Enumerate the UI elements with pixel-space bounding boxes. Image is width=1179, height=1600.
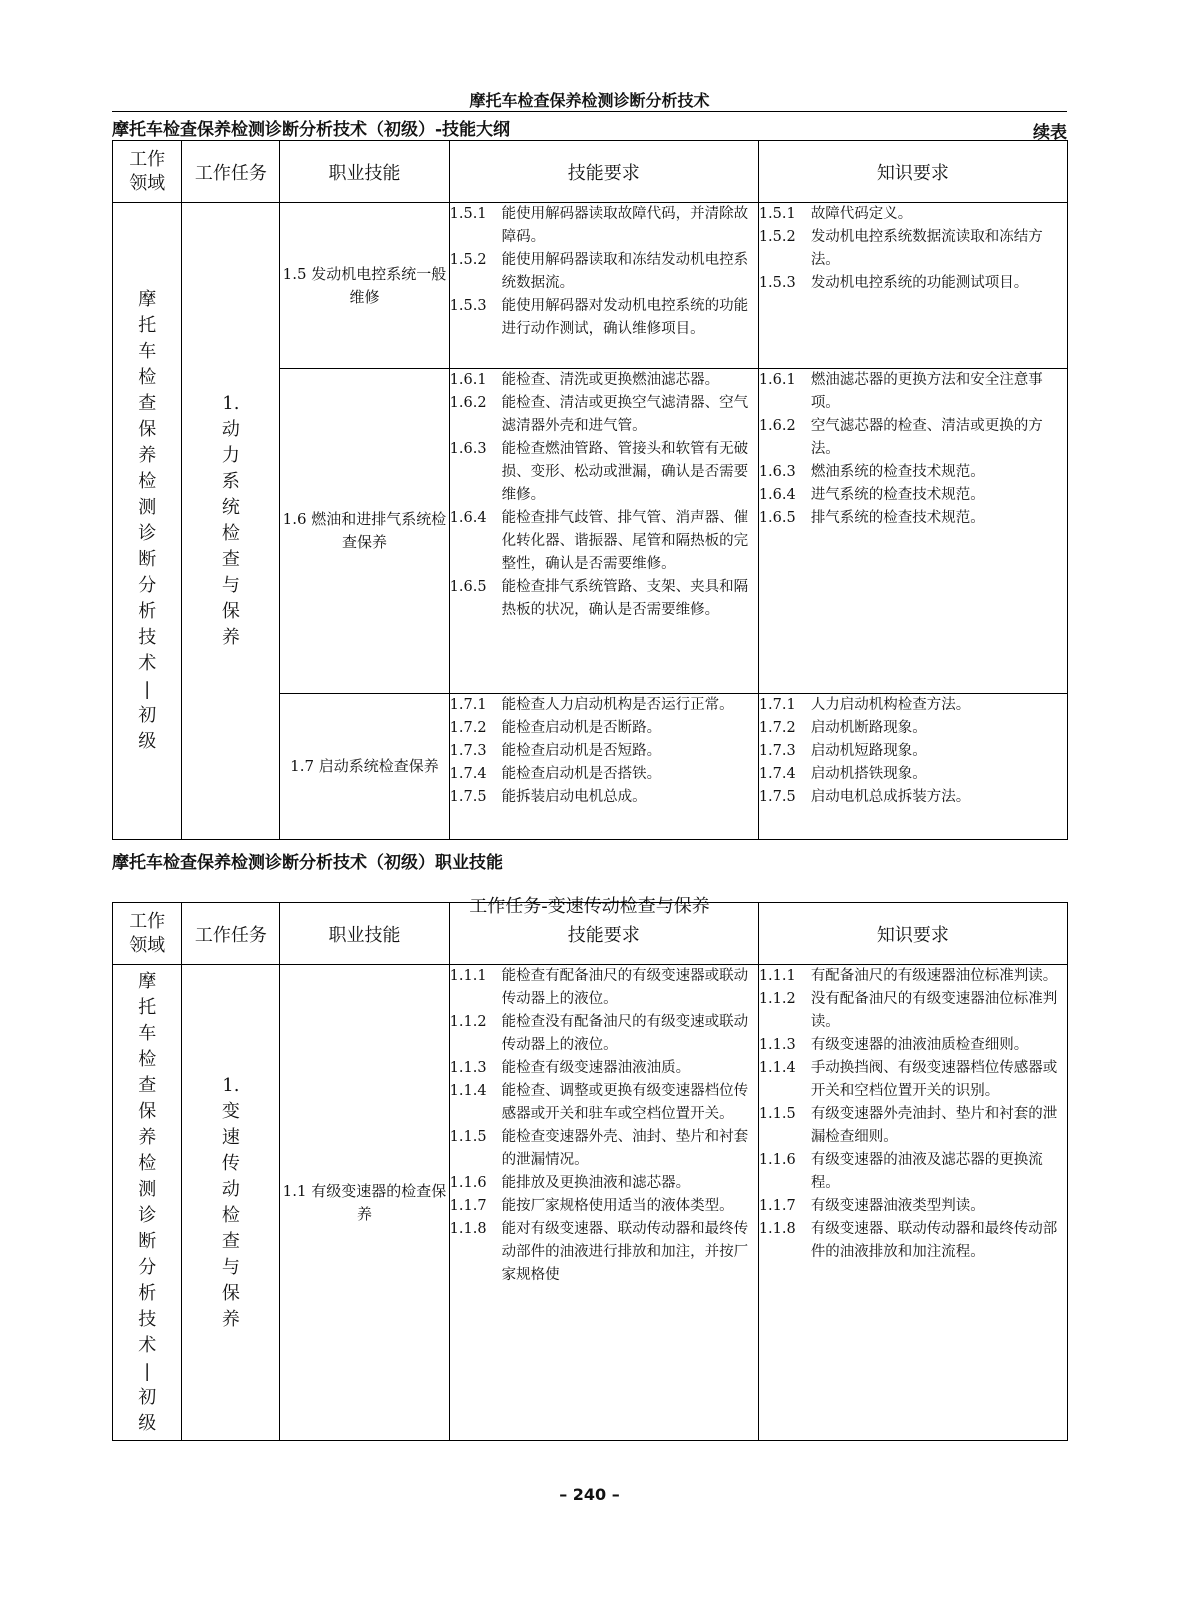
skill-cell: 1.1 有级变速器的检查保养 [280, 965, 449, 1441]
continued-label: 续表 [1033, 123, 1067, 143]
requirement-number: 1.7.3 [449, 743, 487, 759]
section1-title: 摩托车检查保养检测诊断分析技术（初级）-技能大纲 [112, 120, 511, 140]
requirement-item [450, 1080, 758, 1126]
requirement-item [450, 392, 758, 438]
page-number: – 240 – [559, 1485, 620, 1504]
requirement-text: 进气系统的检查技术规范。 [810, 487, 985, 503]
requirement-number: 1.7.1 [758, 697, 796, 713]
knowledge-req-cell [758, 369, 1067, 694]
requirement-number: 1.1.5 [758, 1106, 796, 1122]
requirement-text: 能使用解码器读取故障代码，并清除故障码。 [501, 206, 749, 245]
requirement-text: 能检查没有配备油尺的有级变速或联动传动器上的液位。 [501, 1014, 749, 1053]
requirement-number: 1.6.2 [449, 395, 487, 411]
requirement-text: 能检查有配备油尺的有级变速器或联动传动器上的液位。 [501, 968, 749, 1007]
requirement-item [759, 694, 1067, 717]
requirement-number: 1.7.4 [758, 766, 796, 782]
requirement-item [450, 717, 758, 740]
requirement-number: 1.1.3 [758, 1037, 796, 1053]
requirement-text: 启动机短路现象。 [810, 743, 927, 759]
requirement-text: 能检查排气系统管路、支架、夹具和隔热板的状况，确认是否需要维修。 [501, 579, 749, 618]
header-skill-req: 技能要求 [449, 141, 758, 203]
requirement-number: 1.1.2 [449, 1014, 487, 1030]
work-task-cell [182, 965, 280, 1441]
header-task: 工作任务 [182, 141, 280, 203]
requirement-text: 没有配备油尺的有级变速器油位标准判读。 [810, 991, 1058, 1030]
requirement-number: 1.7.2 [449, 720, 487, 736]
requirement-text: 启动机搭铁现象。 [810, 766, 927, 782]
requirement-item [759, 1195, 1067, 1218]
requirement-number: 1.5.2 [449, 252, 487, 268]
requirement-text: 能检查启动机是否短路。 [501, 743, 662, 759]
requirement-text: 有级变速器油液类型判读。 [810, 1198, 985, 1214]
requirement-number: 1.1.8 [449, 1221, 487, 1237]
work-task-text: 变 速 传 动 检 查 与 保 养 [221, 1100, 240, 1330]
running-head: 摩托车检查保养检测诊断分析技术 [469, 91, 710, 110]
requirement-item [450, 203, 758, 249]
knowledge-req-cell [758, 694, 1067, 840]
requirement-item [759, 786, 1067, 809]
requirement-item [759, 484, 1067, 507]
requirement-number: 1.1.2 [758, 991, 796, 1007]
skill-req-cell [449, 694, 758, 840]
requirement-text: 能检查启动机是否搭铁。 [501, 766, 662, 782]
requirement-text: 能检查变速器外壳、油封、垫片和衬套的泄漏情况。 [501, 1129, 749, 1168]
requirement-text: 能检查燃油管路、管接头和软管有无破损、变形、松动或泄漏，确认是否需要维修。 [501, 441, 749, 503]
requirement-number: 1.7.4 [449, 766, 487, 782]
requirement-item [450, 965, 758, 1011]
requirement-item [759, 988, 1067, 1034]
requirement-item [450, 295, 758, 341]
requirement-item [759, 461, 1067, 484]
knowledge-req-cell [758, 965, 1067, 1441]
requirement-number: 1.5.3 [449, 298, 487, 314]
work-domain-cell [113, 965, 182, 1441]
requirement-item [450, 1126, 758, 1172]
requirement-number: 1.1.1 [449, 968, 487, 984]
requirement-number: 1.6.3 [758, 464, 796, 480]
work-domain-cell [113, 203, 182, 840]
work-domain-text: 摩 托 车 检 查 保 养 检 测 诊 断 分 析 技 术 | 初 级 [138, 289, 157, 752]
requirement-text: 能检查有级变速器油液油质。 [501, 1060, 691, 1076]
requirement-item [450, 786, 758, 809]
requirement-text: 发动机电控系统数据流读取和冻结方法。 [810, 229, 1043, 268]
header-skill: 职业技能 [280, 141, 449, 203]
requirement-number: 1.6.1 [758, 372, 796, 388]
header-task: 工作任务 [182, 903, 280, 965]
header-skill: 职业技能 [280, 903, 449, 965]
requirement-text: 人力启动机构检查方法。 [810, 697, 971, 713]
requirement-text: 有级变速器外壳油封、垫片和衬套的泄漏检查细则。 [810, 1106, 1058, 1145]
requirement-text: 排气系统的检查技术规范。 [810, 510, 985, 526]
requirement-item [759, 717, 1067, 740]
skill-req-cell [449, 965, 758, 1441]
work-task-number: 1. [222, 1074, 240, 1096]
requirement-item [759, 740, 1067, 763]
work-task-text: 动 力 系 统 检 查 与 保 养 [221, 419, 240, 648]
requirement-number: 1.1.6 [449, 1175, 487, 1191]
requirement-text: 发动机电控系统的功能测试项目。 [810, 275, 1029, 291]
requirement-number: 1.1.8 [758, 1221, 796, 1237]
requirement-number: 1.6.5 [758, 510, 796, 526]
requirement-number: 1.1.4 [449, 1083, 487, 1099]
requirement-text: 故障代码定义。 [810, 206, 913, 222]
work-task-number: 1. [222, 393, 240, 414]
requirement-number: 1.6.2 [758, 418, 796, 434]
requirement-item [450, 369, 758, 392]
requirement-number: 1.5.1 [758, 206, 796, 222]
requirement-number: 1.1.7 [758, 1198, 796, 1214]
requirement-item [450, 1011, 758, 1057]
requirement-text: 能检查、清洁或更换空气滤清器、空气滤清器外壳和进气管。 [501, 395, 749, 434]
requirement-item [759, 226, 1067, 272]
requirement-text: 有配备油尺的有级速器油位标准判读。 [810, 968, 1058, 984]
requirement-item [759, 1149, 1067, 1195]
requirement-item [450, 507, 758, 576]
requirement-item [450, 1172, 758, 1195]
requirement-text: 能检查、清洗或更换燃油滤芯器。 [501, 372, 720, 388]
requirement-number: 1.1.7 [449, 1198, 487, 1214]
requirement-number: 1.6.1 [449, 372, 487, 388]
skill-req-cell [449, 203, 758, 369]
requirement-number: 1.7.5 [758, 789, 796, 805]
requirement-text: 能拆装启动电机总成。 [501, 789, 647, 805]
requirement-item [450, 740, 758, 763]
requirement-item [759, 1034, 1067, 1057]
requirement-item [450, 694, 758, 717]
requirement-number: 1.1.4 [758, 1060, 796, 1076]
requirement-item [759, 203, 1067, 226]
header-skill-req: 技能要求 [449, 903, 758, 965]
requirement-item [759, 1218, 1067, 1264]
requirement-number: 1.6.3 [449, 441, 487, 457]
requirement-item [450, 1218, 758, 1287]
requirement-number: 1.5.2 [758, 229, 796, 245]
skills-table-1 [112, 140, 1068, 840]
requirement-text: 能检查排气歧管、排气管、消声器、催化转化器、谐振器、尾管和隔热板的完整性，确认是否需要维修。 [501, 510, 749, 572]
requirement-text: 启动电机总成拆装方法。 [810, 789, 971, 805]
requirement-item [759, 965, 1067, 988]
requirement-number: 1.1.3 [449, 1060, 487, 1076]
requirement-text: 手动换挡阀、有级变速器档位传感器或开关和空档位置开关的识别。 [810, 1060, 1058, 1099]
requirement-text: 能使用解码器对发动机电控系统的功能进行动作测试，确认维修项目。 [501, 298, 749, 337]
section2-title: 摩托车检查保养检测诊断分析技术（初级）职业技能 [112, 853, 503, 873]
requirement-number: 1.7.5 [449, 789, 487, 805]
requirement-text: 能检查启动机是否断路。 [501, 720, 662, 736]
requirement-text: 启动机断路现象。 [810, 720, 927, 736]
requirement-text: 有级变速器的油液及滤芯器的更换流程。 [810, 1152, 1043, 1191]
skill-cell: 1.6 燃油和进排气系统检查保养 [280, 369, 449, 694]
requirement-text: 燃油滤芯器的更换方法和安全注意事项。 [810, 372, 1043, 411]
requirement-number: 1.6.4 [449, 510, 487, 526]
requirement-text: 能使用解码器读取和冻结发动机电控系统数据流。 [501, 252, 749, 291]
requirement-item [450, 576, 758, 622]
requirement-item [450, 1057, 758, 1080]
requirement-number: 1.6.5 [449, 579, 487, 595]
requirement-text: 能按厂家规格使用适当的液体类型。 [501, 1198, 734, 1214]
header-domain: 工作领域 [113, 141, 182, 203]
requirement-text: 空气滤芯器的检查、清洁或更换的方法。 [810, 418, 1043, 457]
requirement-item [759, 763, 1067, 786]
requirement-text: 有级变速器、联动传动器和最终传动部件的油液排放和加注流程。 [810, 1221, 1058, 1260]
header-knowledge-req: 知识要求 [758, 903, 1067, 965]
requirement-item [759, 507, 1067, 530]
requirement-item [450, 438, 758, 507]
requirement-item [759, 369, 1067, 415]
header-domain: 工作领域 [113, 903, 182, 965]
requirement-text: 有级变速器的油液油质检查细则。 [810, 1037, 1029, 1053]
requirement-number: 1.1.1 [758, 968, 796, 984]
skill-req-cell [449, 369, 758, 694]
requirement-number: 1.5.1 [449, 206, 487, 222]
work-task-cell [182, 203, 280, 840]
requirement-number: 1.7.3 [758, 743, 796, 759]
requirement-item [759, 1103, 1067, 1149]
requirement-text: 能检查人力启动机构是否运行正常。 [501, 697, 734, 713]
skill-cell: 1.5 发动机电控系统一般维修 [280, 203, 449, 369]
requirement-item [759, 1057, 1067, 1103]
work-domain-text: 摩 托 车 检 查 保 养 检 测 诊 断 分 析 技 术 | 初 级 [138, 970, 157, 1434]
requirement-text: 能排放及更换油液和滤芯器。 [501, 1175, 691, 1191]
section2-subtitle: 工作任务-变速传动检查与保养 [469, 896, 710, 917]
requirement-number: 1.6.4 [758, 487, 796, 503]
requirement-item [450, 763, 758, 786]
skills-table-2 [112, 902, 1068, 1441]
requirement-text: 能检查、调整或更换有级变速器档位传感器或开关和驻车或空档位置开关。 [501, 1083, 749, 1122]
requirement-item [450, 1195, 758, 1218]
skill-cell: 1.7 启动系统检查保养 [280, 694, 449, 840]
requirement-number: 1.7.2 [758, 720, 796, 736]
header-rule [112, 111, 1067, 112]
requirement-item [759, 272, 1067, 295]
requirement-number: 1.7.1 [449, 697, 487, 713]
requirement-number: 1.1.6 [758, 1152, 796, 1168]
requirement-text: 能对有级变速器、联动传动器和最终传动部件的油液进行排放和加注，并按厂家规格使 [501, 1221, 749, 1283]
requirement-text: 燃油系统的检查技术规范。 [810, 464, 985, 480]
requirement-item [450, 249, 758, 295]
header-knowledge-req: 知识要求 [758, 141, 1067, 203]
requirement-number: 1.1.5 [449, 1129, 487, 1145]
requirement-item [759, 415, 1067, 461]
requirement-number: 1.5.3 [758, 275, 796, 291]
knowledge-req-cell [758, 203, 1067, 369]
